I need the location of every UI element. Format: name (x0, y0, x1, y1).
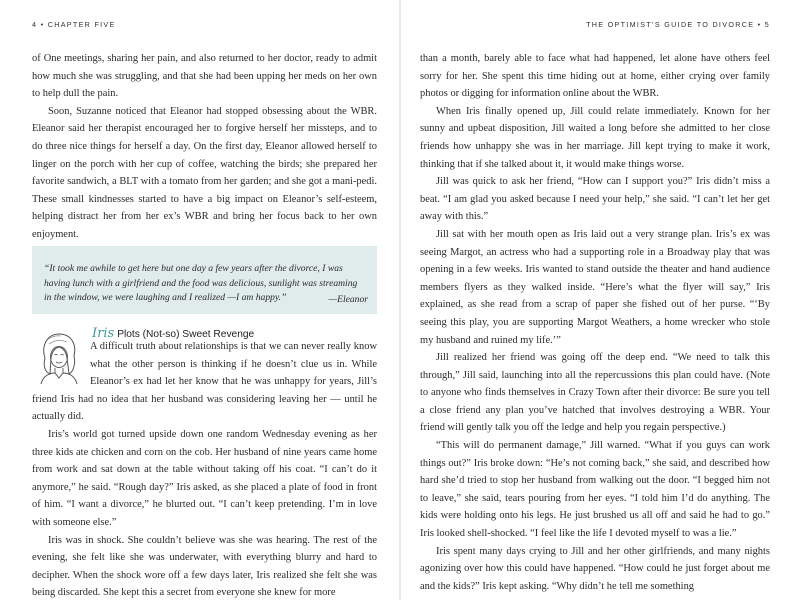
pull-quote-attribution: —Eleanor (328, 294, 368, 305)
right-running-head: THE OPTIMIST’S GUIDE TO DIVORCE • 5 (586, 20, 770, 29)
left-page (0, 0, 400, 600)
section-heading-title: Plots (Not-so) Sweet Revenge (117, 329, 255, 340)
paragraph: A difficult truth about relationships is that we can never really know what the other person is thinking if he doesn’t clue us in. While Eleanor’s ex had let her know that he was unhappy for years, Jill’s friend Iris had no idea that her husband was considering leaving her — until he actually did. (32, 341, 377, 423)
pull-quote-text: “It took me awhile to get here but one day a few years after the divorce, I was having lunch with a girlfriend and the food was delicious, sunlight was streaming in the window, we were laughing and I realized —I am happy.” (44, 263, 358, 304)
section-heading-name: Iris (92, 326, 115, 341)
right-page (400, 0, 800, 600)
left-running-head: 4 • CHAPTER FIVE (32, 20, 116, 29)
right-body (420, 50, 770, 595)
paragraph: than a month, barely able to face what had happened, let alone have others feel sorry for her. She spent this time hiding out at home, either crying over family photos or digging for information online about the WBR. (420, 53, 770, 100)
paragraph: Jill was quick to ask her friend, “How can I support you?” Iris didn’t miss a beat. “I am glad you asked because I need your help,” she said. “I can’t let her get away with this.” (420, 176, 770, 223)
left-body-top (32, 50, 377, 244)
paragraph: of One meetings, sharing her pain, and also returned to her doctor, ready to admit how much she was struggling, and that she had been upping her meds on her own to help dull the pain. (32, 53, 377, 100)
paragraph: Iris spent many days crying to Jill and her other girlfriends, and many nights agonizing over how this could have happened. “How could he just forget about me and the kids?” Iris kept asking. “Why didn’t he tell me something (420, 545, 770, 592)
paragraph: Soon, Suzanne noticed that Eleanor had stopped obsessing about the WBR. Eleanor said her therapist encouraged her to forgive herself her missteps, and to do three nice things for herself a day. On the first day, Eleanor allowed herself to linger on the porch with her cup of coffee, watching the birds; she prepared her favorite sandwich, a BLT with a tomato from her garden; and she got a mani-pedi. These small kindnesses started to have a big impact on Eleanor’s self-esteem, helping distract her from her ex’s WBR and bring her focus back to her own enjoyment. (32, 105, 377, 240)
paragraph: Iris was in shock. She couldn’t believe was she was hearing. The rest of the evening, she felt like she was underwater, with everything blurry and hard to decipher. When the shock wore off a few days later, Iris realized she felt she was being discarded. She kept this a secret from everyone she knew for more (32, 534, 377, 599)
paragraph: Iris’s world got turned upside down one random Wednesday evening as her three kids ate chicken and corn on the cob. Her husband of nine years came home from work and sat down at the table without taking off his coat. “I can’t do it anymore,” he said. “Rough day?” Iris asked, as she placed a plate of food in front of him. “I want a divorce,” he blurted out. “I can’t keep pretending. I’m in love with someone else.” (32, 428, 377, 528)
paragraph: “This will do permanent damage,” Jill warned. “What if you guys can work things out?” Iris broke down: “He’s not coming back,” she said, and described how hard she’d tried to stop her husband from walking out the door. “I begged him not to leave,” she said, tears pouring from her eyes. “I told him I’d do anything. The kids were holding onto his legs. He just brushed us all off and said he had to go.” Iris looked shell-shocked. “I feel like the life I devoted myself to was a lie.” (420, 440, 770, 540)
paragraph: Jill realized her friend was going off the deep end. “We need to talk this through,” Jill said, launching into all the repercussions this plan could have. (Note to anyone who finds themselves in Crazy Town after their divorce: Be sure you tell a close friend any plan you’ve hatched that involves destroying a WBR. Your friend will gently talk you off the ledge and help you regain perspective.) (420, 352, 770, 434)
paragraph: Jill sat with her mouth open as Iris laid out a very strange plan. Iris’s ex was seeing Margot, an actress who had a supporting role in a Broadway play that was opening in a few weeks. Iris wanted to stand outside the theater and hand audience members flyers as they walked inside. “Here’s what the flyer will say,” Iris explained, as she read from a scrap of paper she fished out of her purse. “‘By seeing this play, you are supporting Margot Weathers, a home wrecker who stole my husband and ruined my life.’” (420, 228, 770, 346)
paragraph: When Iris finally opened up, Jill could relate immediately. Known for her sunny and upbeat disposition, Jill waited a long before she admitted to her close friends how unhappy she was in her marriage. Jill kept trying to make it work, thinking that if she talked about it, it would make things worse. (420, 105, 770, 170)
left-body-section (32, 338, 377, 602)
avatar-text-wrap (32, 338, 90, 388)
